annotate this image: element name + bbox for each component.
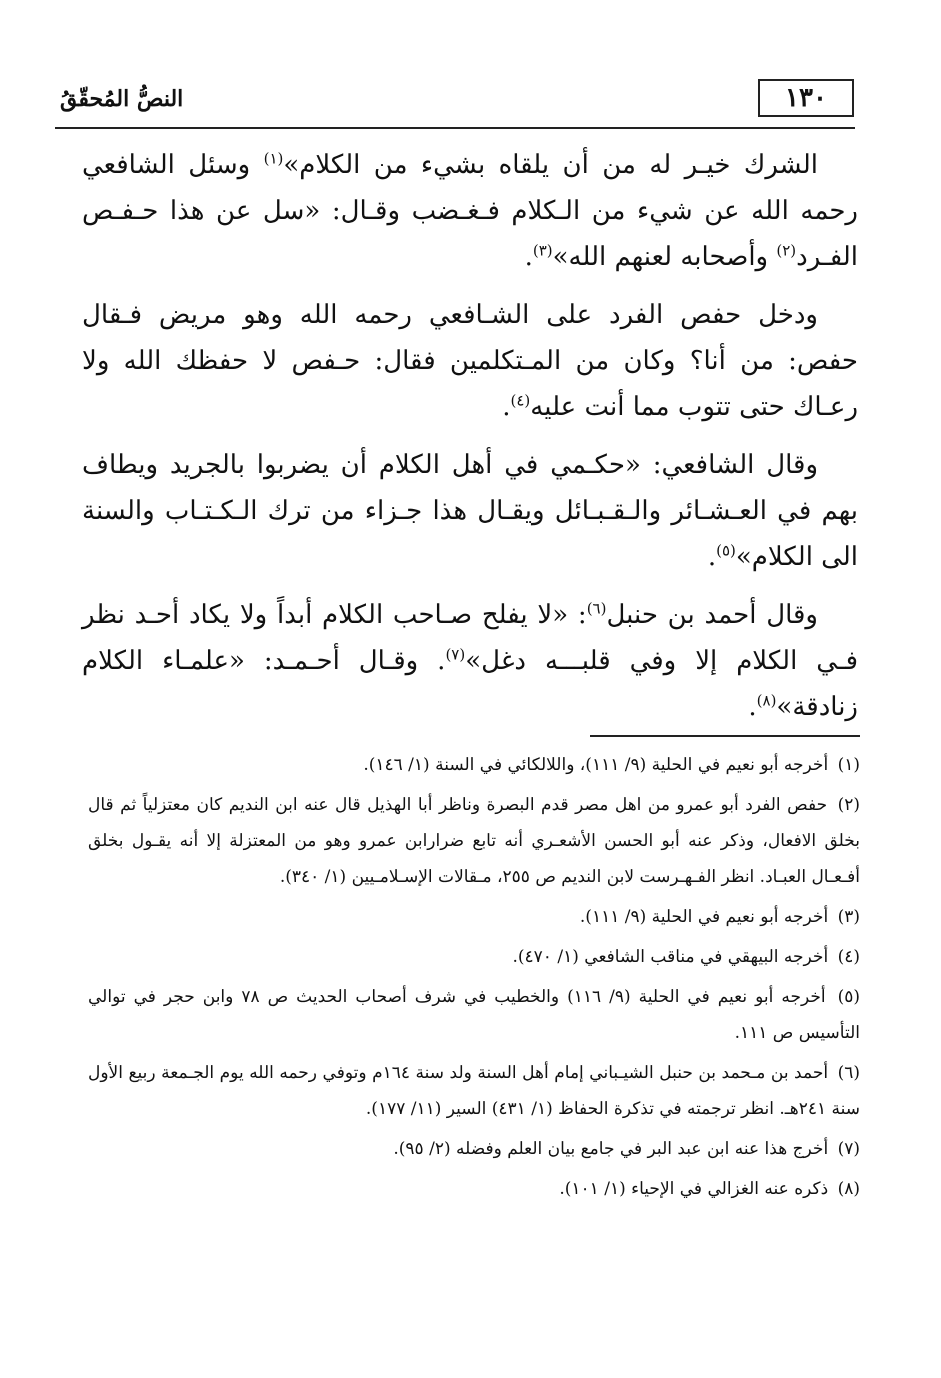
footnote-number: (٨) — [837, 1179, 860, 1199]
paragraph-text: الشرك خيـر له من أن يلقاه بشيء من الكلام» — [283, 150, 819, 180]
paragraph-text: وسئل الشافعي رحمه الله عن شيء من الـكلام فـغـضب وقـال: «سل عن هذا حـفـص الفـرد — [82, 150, 858, 272]
paragraph-text: . — [707, 542, 717, 572]
footnote-text: حفص الفرد أبو عمرو من اهل مصر قدم البصرة وناظر أبا الهذيل قال عنه ابن النديم كان معتزلياً ثم قال بخلق الافعال، وذكر عنه أبو الحسن الأشعـري أنه تابع ضرارابن عمرو وهو من المعتزلة إلا أنه يقـول بخلق أفـعـال العبـاد. انظر الفـهـرست لابن النديم ص ٢٥٥، مـقالات الإسـلامـيين (١/ ٣٤٠). — [88, 795, 860, 887]
footnote-number: (٧) — [837, 1139, 860, 1159]
paragraph-text: . — [502, 392, 511, 422]
footnote-ref-1[interactable]: (١) — [263, 149, 284, 168]
footnotes-section — [88, 747, 860, 1211]
paragraph-text: . — [524, 242, 533, 272]
footnote-ref-2[interactable]: (٢) — [776, 241, 797, 260]
footnote-ref-6[interactable]: (٦) — [586, 599, 607, 618]
footnote-text: أخرجه البيهقي في مناقب الشافعي (١/ ٤٧٠). — [512, 947, 829, 967]
running-header-title: النصُّ المُحقّقُ — [60, 86, 184, 112]
footnote-text: أحمد بن مـحمد بن حنبل الشيـباني إمام أهل السنة ولد سنة ١٦٤م وتوفي رحمه الله يوم الجـمعة ربيع الأول سنة ٢٤١هـ. انظر ترجمته في تذكرة الحفاظ (١/ ٤٣١) السير (١١/ ١٧٧). — [88, 1063, 860, 1119]
paragraph-text: وأصحابه لعنهم الله» — [552, 242, 777, 272]
footnote-number: (٦) — [837, 1063, 860, 1083]
footnote-3 — [88, 899, 860, 935]
paragraph-4 — [82, 592, 858, 730]
footnote-text: أخرجه أبو نعيم في الحلية (٩/ ١١١). — [579, 907, 829, 927]
paragraph-text: وقال أحمد بن حنبل — [606, 600, 818, 630]
footnote-number: (٣) — [837, 907, 860, 927]
footnote-ref-3[interactable]: (٣) — [532, 241, 553, 260]
footnote-number: (١) — [837, 755, 860, 775]
footnote-number: (٥) — [837, 987, 861, 1007]
footnote-divider — [590, 735, 860, 737]
paragraph-text: ودخل حفص الفرد على الشـافعي رحمه الله وهو مريض فـقال حفص: من أنا؟ وكان من المـتكلمين فقال: حـفص لا حفظك الله ولا رعـاك حتى تتوب مما أنت عليه — [82, 300, 858, 422]
paragraph-text: . — [748, 692, 757, 722]
footnote-4 — [88, 939, 860, 975]
footnote-1 — [88, 747, 860, 783]
header-divider — [55, 127, 855, 129]
footnote-text: أخرج هذا عنه ابن عبد البر في جامع بيان العلم وفضله (٢/ ٩٥). — [393, 1139, 829, 1159]
footnote-text: ذكره عنه الغزالي في الإحياء (١/ ١٠١). — [559, 1179, 829, 1199]
main-text — [82, 142, 858, 742]
paragraph-2 — [82, 292, 858, 430]
footnote-6 — [88, 1055, 860, 1127]
paragraph-text: . وقـال أحـمـد: «علمـاء الكلام زنادقة» — [82, 646, 858, 722]
footnote-ref-7[interactable]: (٧) — [445, 645, 466, 664]
footnote-8 — [88, 1171, 860, 1207]
footnote-2 — [88, 787, 860, 895]
paragraph-text: : «لا يفلح صـاحب الكلام أبداً ولا يكاد أحـد نظر فـي الكلام إلا وفي قلبـــه دغل» — [82, 600, 858, 676]
footnote-ref-8[interactable]: (٨) — [756, 691, 777, 710]
footnote-ref-5[interactable]: (٥) — [716, 541, 736, 560]
paragraph-1 — [82, 142, 858, 280]
paragraph-text: وقال الشافعي: «حكـمي في أهل الكلام أن يضربوا بالجريد ويطاف بهم في العـشـائر والـقـبـائل ويقـال هذا جـزاء من ترك الـكـتـاب والسنة الى الكلام» — [82, 450, 858, 572]
footnote-text: أخرجه أبو نعيم في الحلية (٩/ ١١١)، واللالكائي في السنة (١/ ١٤٦). — [363, 755, 829, 775]
footnote-7 — [88, 1131, 860, 1167]
footnote-ref-4[interactable]: (٤) — [510, 391, 531, 410]
footnote-number: (٢) — [837, 795, 860, 815]
footnote-number: (٤) — [837, 947, 860, 967]
page-number: ١٣٠ — [758, 79, 854, 117]
paragraph-3 — [82, 442, 858, 580]
footnote-text: أخرجه أبو نعيم في الحلية (٩/ ١١٦) والخطيب في شرف أصحاب الحديث ص ٧٨ وابن حجر في توالي التأسيس ص ١١١. — [88, 987, 860, 1043]
footnote-5 — [88, 979, 860, 1051]
